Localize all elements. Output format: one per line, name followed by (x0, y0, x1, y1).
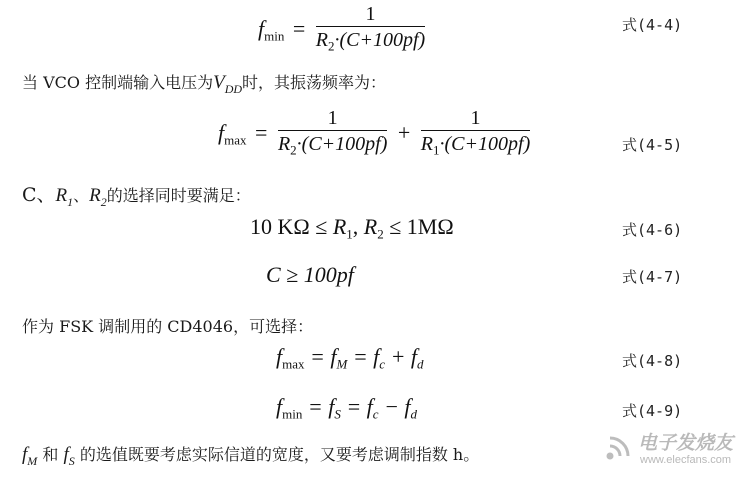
paragraph-vco-input: 当 VCO 控制端输入电压为$V_{DD}$时，其振荡频率为： (22, 72, 387, 96)
equation-4-7: C ≥ 100pf (266, 262, 354, 287)
paragraph-fsk: 作为 FSK 调制用的 CD4046，可选择： (22, 317, 314, 336)
equation-label-4-8: 式(4-8) (622, 352, 683, 370)
equation-label-4-7: 式(4-7) (622, 268, 683, 286)
equation-4-8: $f_{max} = f_M = f_c + f_d$ (276, 344, 424, 372)
wifi-signal-icon (600, 426, 634, 466)
equation-label-4-4: 式(4-4) (622, 16, 683, 34)
equation-label-4-5: 式(4-5) (622, 136, 683, 154)
fraction: $\frac{1}{R_2\cdot(C+100pf)}$ (277, 107, 388, 158)
equation-label-4-9: 式(4-9) (622, 402, 683, 420)
equation-4-6: 10 $K\Omega \le R_1$, $R_2 \le 1M\Omega$ (250, 214, 454, 242)
equation-4-9: $f_{min} = f_S = f_c - f_d$ (276, 394, 418, 422)
fraction: $\frac{1}{R_2\cdot(C+100pf)}$ (315, 3, 426, 54)
equation-label-4-6: 式(4-6) (622, 221, 683, 239)
equation-4-5: $f_{max}$ = $\frac{1}{R_2\cdot(C+100pf)}$ + $\frac{1}{R_1\cdot(C+100pf)}$ (218, 106, 532, 164)
equation-4-4: $f_{min}$ = $\frac{1}{R_2\cdot(C+100pf)}$ (258, 2, 427, 60)
paragraph-selection: C、$R_1$、$R_2$的选择同时要满足： (22, 184, 251, 209)
paragraph-fm-fs: $f_M$ 和 $f_S$ 的选值既要考虑实际信道的宽度，又要考虑调制指数 h。 (22, 444, 480, 468)
watermark (600, 420, 746, 472)
fraction: $\frac{1}{R_1\cdot(C+100pf)}$ (420, 107, 531, 158)
watermark-url: www.elecfans.com (640, 454, 732, 466)
watermark-title: 电子发烧友 (638, 432, 734, 454)
